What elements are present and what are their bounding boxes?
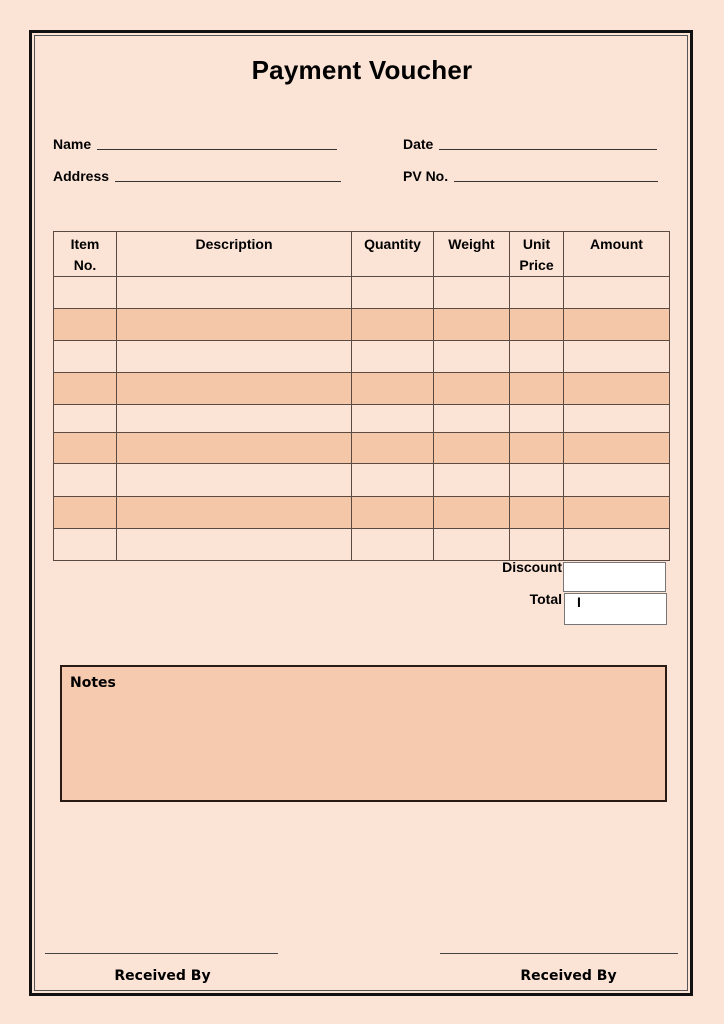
cell-item-no[interactable] — [54, 405, 117, 433]
discount-input[interactable] — [563, 562, 666, 592]
cell-weight[interactable] — [434, 309, 510, 341]
notes-content[interactable] — [70, 697, 657, 792]
table-row — [54, 433, 670, 464]
cell-unit-price[interactable] — [510, 464, 564, 497]
table-row — [54, 341, 670, 373]
cell-weight[interactable] — [434, 433, 510, 464]
pv-no-field — [403, 168, 658, 184]
column-header-amount: Amount — [564, 232, 670, 277]
cell-amount[interactable] — [564, 277, 670, 309]
cell-description[interactable] — [117, 433, 352, 464]
cell-amount[interactable] — [564, 405, 670, 433]
cell-amount[interactable] — [564, 341, 670, 373]
address-field — [53, 168, 341, 184]
cell-amount[interactable] — [564, 433, 670, 464]
cell-quantity[interactable] — [352, 529, 434, 561]
items-table — [53, 231, 670, 561]
cell-amount[interactable] — [564, 373, 670, 405]
cell-weight[interactable] — [434, 464, 510, 497]
address-label: Address — [53, 168, 110, 184]
cell-unit-price[interactable] — [510, 341, 564, 373]
cell-amount[interactable] — [564, 529, 670, 561]
signature-line-right[interactable] — [440, 953, 678, 954]
cell-description[interactable] — [117, 309, 352, 341]
cell-unit-price[interactable] — [510, 529, 564, 561]
discount-label: Discount — [502, 559, 562, 575]
cell-quantity[interactable] — [352, 405, 434, 433]
total-input[interactable]: I — [564, 593, 667, 625]
signature-label-left: Received By — [114, 968, 211, 984]
cell-unit-price[interactable] — [510, 433, 564, 464]
cell-description[interactable] — [117, 341, 352, 373]
cell-amount[interactable] — [564, 309, 670, 341]
cell-item-no[interactable] — [54, 373, 117, 405]
signature-line-left[interactable] — [45, 953, 278, 954]
cell-quantity[interactable] — [352, 277, 434, 309]
pv-no-label: PV No. — [403, 168, 449, 184]
column-header-unit-price — [510, 232, 564, 277]
cell-weight[interactable] — [434, 373, 510, 405]
cell-unit-price[interactable] — [510, 277, 564, 309]
cell-description[interactable] — [117, 373, 352, 405]
cell-quantity[interactable] — [352, 309, 434, 341]
cell-amount[interactable] — [564, 497, 670, 529]
table-row — [54, 464, 670, 497]
cell-item-no[interactable] — [54, 341, 117, 373]
cell-item-no[interactable] — [54, 309, 117, 341]
cell-item-no[interactable] — [54, 433, 117, 464]
cell-description[interactable] — [117, 405, 352, 433]
cell-quantity[interactable] — [352, 464, 434, 497]
cell-quantity[interactable] — [352, 433, 434, 464]
name-input-line[interactable] — [97, 148, 337, 150]
total-label: Total — [529, 591, 562, 607]
name-field — [53, 136, 337, 152]
cell-item-no[interactable] — [54, 277, 117, 309]
cell-amount[interactable] — [564, 464, 670, 497]
notes-label: Notes — [70, 675, 116, 691]
address-input-line[interactable] — [115, 180, 341, 182]
cell-description[interactable] — [117, 277, 352, 309]
date-field — [403, 136, 657, 152]
pv-no-input-line[interactable] — [454, 180, 658, 182]
cell-item-no[interactable] — [54, 464, 117, 497]
cell-unit-price[interactable] — [510, 373, 564, 405]
notes-box[interactable] — [60, 665, 667, 802]
cell-item-no[interactable] — [54, 529, 117, 561]
table-row — [54, 309, 670, 341]
name-label: Name — [53, 136, 92, 152]
cell-weight[interactable] — [434, 277, 510, 309]
column-header-item-no — [54, 232, 117, 277]
cell-item-no[interactable] — [54, 497, 117, 529]
column-header-description: Description — [117, 232, 352, 277]
date-label: Date — [403, 136, 434, 152]
cell-unit-price[interactable] — [510, 309, 564, 341]
column-header-weight: Weight — [434, 232, 510, 277]
table-header-row — [54, 232, 670, 277]
cell-description[interactable] — [117, 464, 352, 497]
column-header-unit-price-text: Unit Price — [519, 236, 554, 273]
table-row — [54, 497, 670, 529]
cell-description[interactable] — [117, 497, 352, 529]
table-body — [54, 277, 670, 561]
cell-unit-price[interactable] — [510, 405, 564, 433]
table-row — [54, 373, 670, 405]
cell-quantity[interactable] — [352, 373, 434, 405]
cell-unit-price[interactable] — [510, 497, 564, 529]
cell-quantity[interactable] — [352, 341, 434, 373]
table-row — [54, 405, 670, 433]
cell-weight[interactable] — [434, 405, 510, 433]
date-input-line[interactable] — [439, 148, 657, 150]
document-title: Payment Voucher — [251, 55, 473, 85]
cell-quantity[interactable] — [352, 497, 434, 529]
cell-description[interactable] — [117, 529, 352, 561]
cell-weight[interactable] — [434, 341, 510, 373]
table-row — [54, 277, 670, 309]
table-row — [54, 529, 670, 561]
column-header-quantity: Quantity — [352, 232, 434, 277]
column-header-item-no-text: Item No. — [70, 236, 100, 273]
signature-label-right: Received By — [520, 968, 617, 984]
cell-weight[interactable] — [434, 529, 510, 561]
cell-weight[interactable] — [434, 497, 510, 529]
